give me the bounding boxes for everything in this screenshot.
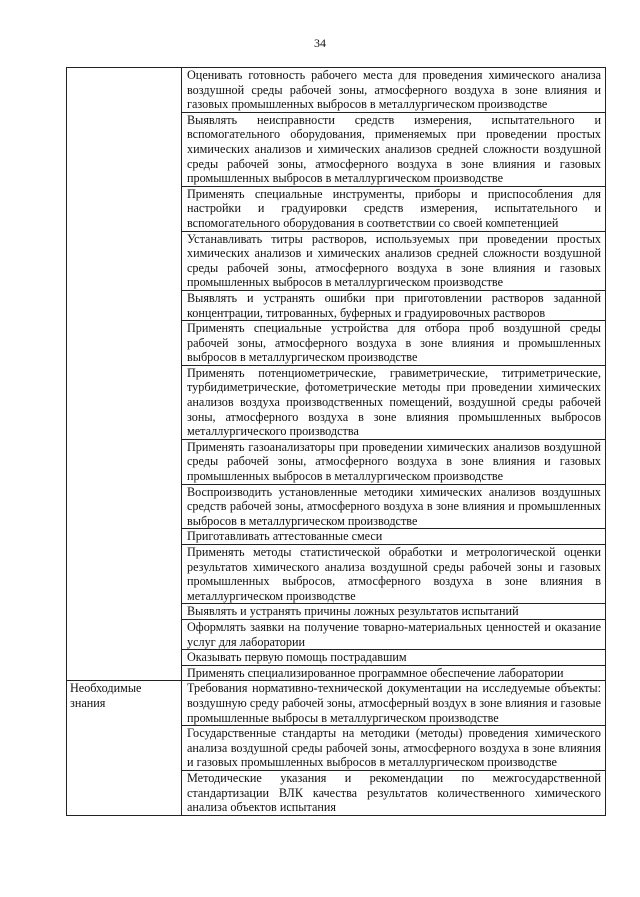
page-number: 34 <box>314 36 326 50</box>
skill-item: Воспроизводить установленные методики химических анализов воздушных средств рабочей зоны, атмосферного воздуха в зоне влияния и промышленных выбросов в металлургическом производстве <box>182 484 606 529</box>
skill-item: Выявлять и устранять ошибки при приготовлении растворов заданной концентрации, титрованных, буферных и градуировочных растворов <box>182 290 606 320</box>
knowledge-label: Необходимые знания <box>67 681 182 815</box>
skill-item: Применять специальные инструменты, приборы и приспособления для настройки и градуировки средств измерения, испытательного и вспомогательного оборудования в соответствии со своей компетенцией <box>182 186 606 231</box>
skill-item: Оказывать первую помощь пострадавшим <box>182 650 606 666</box>
skill-item: Приготавливать аттестованные смеси <box>182 529 606 545</box>
skill-item: Оценивать готовность рабочего места для проведения химического анализа воздушной среды рабочей зоны, атмосферного воздуха в зоне влияния и газовых промышленных выбросов в металлургическом производстве <box>182 68 606 113</box>
skill-item: Применять методы статистической обработки и метрологической оценки результатов химического анализа воздушной среды рабочей зоны и газовых промышленных выбросов, атмосферного воздуха в зоне влияния в металлургическом производстве <box>182 545 606 604</box>
requirements-table <box>66 67 606 816</box>
skill-item: Применять специализированное программное обеспечение лаборатории <box>182 665 606 681</box>
skill-item: Оформлять заявки на получение товарно-материальных ценностей и оказание услуг для лаборатории <box>182 619 606 649</box>
skill-item: Применять специальные устройства для отбора проб воздушной среды рабочей зоны, атмосферного воздуха в зоне влияния и промышленных выбросов в металлургическом производстве <box>182 321 606 366</box>
knowledge-item: Государственные стандарты на методики (методы) проведения химического анализа воздушной среды рабочей зоны, атмосферного воздуха в зоне влияния и газовых промышленных выбросов в металлургическом производстве <box>182 726 606 771</box>
knowledge-item: Методические указания и рекомендации по межгосударственной стандартизации ВЛК качества результатов количественного химического анализа объектов испытания <box>182 770 606 815</box>
skill-item: Устанавливать титры растворов, используемых при проведении простых химических анализов и химических анализов средней сложности воздушной среды рабочей зоны, атмосферного воздуха в зоне влияния и газовых промышленных выбросов в металлургическом производстве <box>182 231 606 290</box>
skill-item: Выявлять неисправности средств измерения, испытательного и вспомогательного оборудования, применяемых при проведении простых химических анализов и химических анализов средней сложности воздушной среды рабочей зоны, атмосферного воздуха в зоне влияния и газовых промышленных выбросов в металлургическом производстве <box>182 112 606 186</box>
skill-item: Выявлять и устранять причины ложных результатов испытаний <box>182 604 606 620</box>
skill-item: Применять потенциометрические, гравиметрические, титриметрические, турбидиметрические, фотометрические методы при проведении химических анализов воздуха производственных помещений, воздушной среды рабочей зоны, атмосферного воздуха в зоне влияния промышленных выбросов металлургического производства <box>182 365 606 439</box>
table-row <box>67 681 606 726</box>
knowledge-item: Требования нормативно-технической документации на исследуемые объекты: воздушную среду рабочей зоны, атмосферный воздух в зоне влияния и газовые промышленные выбросы в металлургическом производстве <box>182 681 606 726</box>
skill-item: Применять газоанализаторы при проведении химических анализов воздушной среды рабочей зоны, атмосферного воздуха в зоне влияния и газовых промышленных выбросов в металлургическом производстве <box>182 439 606 484</box>
table-row <box>67 68 606 113</box>
skills-label-cell <box>67 68 182 681</box>
